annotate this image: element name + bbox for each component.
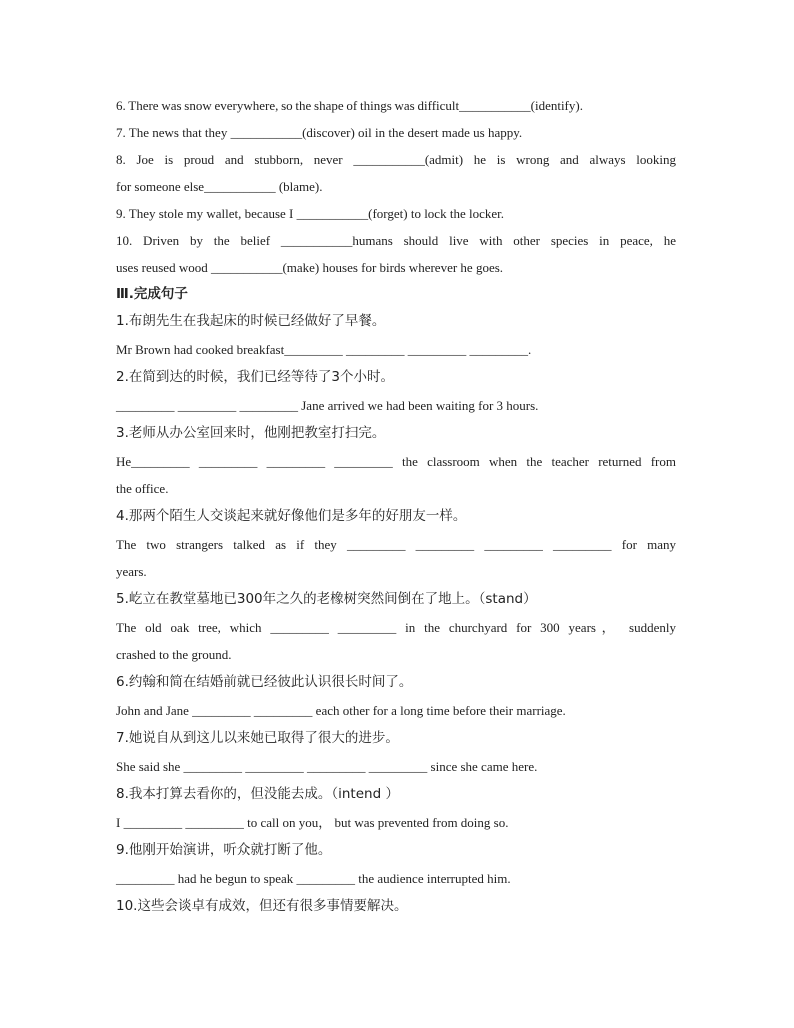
answer-line-cont: the office. xyxy=(116,481,169,496)
question-prompt: 4.那两个陌生人交谈起来就好像他们是多年的好朋友一样。 xyxy=(116,508,467,524)
answer-line: He_________ _________ _________ _________ the classroom when the teacher returned from xyxy=(116,454,676,469)
question-item-7 xyxy=(116,724,676,780)
answer-line: The two strangers talked as if they _________ _________ _________ _________ for many xyxy=(116,537,676,552)
worksheet-content xyxy=(116,92,676,921)
question-prompt: 2.在简到达的时候，我们已经等待了3个小时。 xyxy=(116,369,394,385)
fill-blank-section xyxy=(116,92,676,281)
exercise-line-6: 6. There was snow everywhere, so the shape of things was difficult___________(identify). xyxy=(116,98,583,113)
question-prompt: 10.这些会谈卓有成效，但还有很多事情要解决。 xyxy=(116,898,408,914)
answer-line: Mr Brown had cooked breakfast_________ _________ _________ _________. xyxy=(116,342,532,357)
exercise-line-10: 10. Driven by the belief ___________humans should live with other species in peace, he xyxy=(116,233,676,248)
exercise-line-10-cont: uses reused wood ___________(make) houses for birds wherever he goes. xyxy=(116,260,504,275)
answer-line: _________ _________ _________ Jane arrived we had been waiting for 3 hours. xyxy=(116,398,539,413)
answer-line: I _________ _________ to call on you， but was prevented from doing so. xyxy=(116,815,509,830)
question-prompt: 6.约翰和简在结婚前就已经彼此认识很长时间了。 xyxy=(116,674,413,690)
exercise-line-9: 9. They stole my wallet, because I ___________(forget) to lock the locker. xyxy=(116,206,504,221)
question-prompt: 7.她说自从到这儿以来她已取得了很大的进步。 xyxy=(116,730,399,746)
answer-line: She said she _________ _________ _________ _________ since she came here. xyxy=(116,759,538,774)
sentence-completion-list xyxy=(116,307,676,921)
question-item-2 xyxy=(116,363,676,419)
answer-line: The old oak tree, which _________ _________ in the churchyard for 300 years， suddenly xyxy=(116,620,676,635)
question-prompt: 1.布朗先生在我起床的时候已经做好了早餐。 xyxy=(116,313,386,329)
question-item-3 xyxy=(116,419,676,502)
answer-line-cont: crashed to the ground. xyxy=(116,647,232,662)
answer-line: John and Jane _________ _________ each other for a long time before their marriage. xyxy=(116,703,566,718)
question-item-6 xyxy=(116,668,676,724)
question-item-8 xyxy=(116,780,676,836)
question-item-9 xyxy=(116,836,676,892)
exercise-line-8: 8. Joe is proud and stubborn, never ___________(admit) he is wrong and always looking xyxy=(116,152,676,167)
question-item-10 xyxy=(116,892,676,921)
section-heading: Ⅲ.完成句子 xyxy=(116,286,188,302)
question-prompt: 3.老师从办公室回来时，他刚把教室打扫完。 xyxy=(116,425,386,441)
question-item-5 xyxy=(116,585,676,668)
question-item-1 xyxy=(116,307,676,363)
answer-line: _________ had he begun to speak _________ the audience interrupted him. xyxy=(116,871,511,886)
question-prompt: 9.他刚开始演讲，听众就打断了他。 xyxy=(116,842,332,858)
answer-line-cont: years. xyxy=(116,564,147,579)
exercise-line-7: 7. The news that they ___________(discover) oil in the desert made us happy. xyxy=(116,125,523,140)
exercise-line-8-cont: for someone else___________ (blame). xyxy=(116,179,323,194)
question-prompt: 5.屹立在教堂墓地已300年之久的老橡树突然间倒在了地上。（stand） xyxy=(116,591,537,607)
question-prompt: 8.我本打算去看你的，但没能去成。（intend ） xyxy=(116,786,399,802)
question-item-4 xyxy=(116,502,676,585)
